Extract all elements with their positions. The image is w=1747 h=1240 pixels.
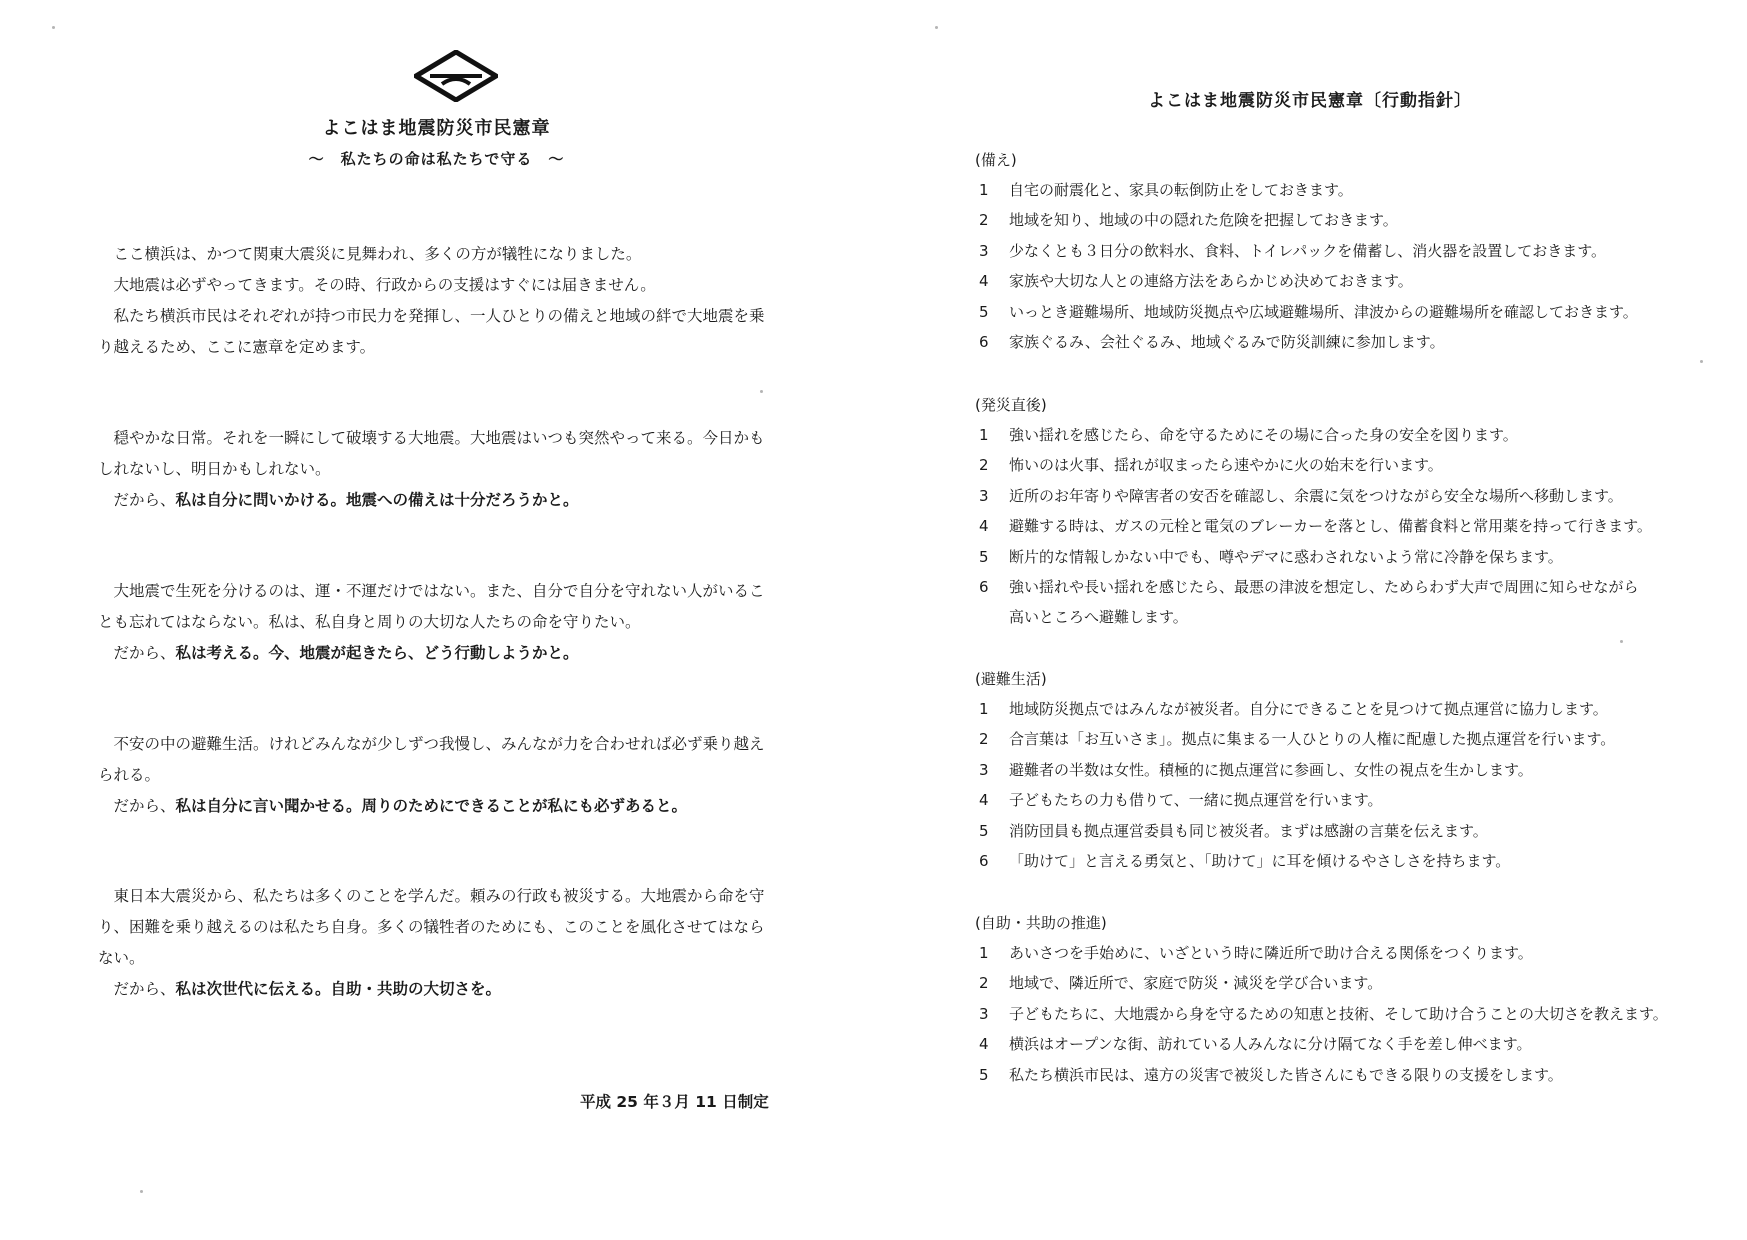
intro-line: ここ横浜は、かつて関東大震災に見舞われ、多くの方が犠牲になりました。 (113, 245, 642, 263)
item-text: 子どもたちに、大地震から身を守るための知恵と技術、そして助け合うことの大切さを教えます。 (1009, 1004, 1668, 1023)
list-item (975, 785, 1695, 815)
list-item-continuation (975, 602, 1695, 632)
item-number: 1 (979, 700, 989, 718)
stanza-bold: 私は自分に言い聞かせる。周りのためにできることが私にも必ずあると。 (175, 797, 688, 815)
section-self-and-mutual-help (975, 908, 1695, 1090)
item-number: 2 (979, 211, 989, 230)
item-text: いっとき避難場所、地域防災拠点や広域避難場所、津波からの避難場所を確認しておきます。 (1009, 302, 1638, 321)
section-heading: (自助・共助の推進) (975, 914, 1107, 932)
item-number: 1 (979, 426, 989, 444)
stanza-2 (98, 576, 768, 669)
item-text: 家族ぐるみ、会社ぐるみ、地域ぐるみで防災訓練に参加します。 (1009, 333, 1445, 352)
stanza-4 (98, 881, 768, 1005)
guideline-list (975, 694, 1695, 876)
item-number: 2 (979, 456, 989, 475)
item-text: 地域を知り、地域の中の隠れた危険を把握しておきます。 (1009, 211, 1398, 230)
item-number: 3 (979, 1004, 989, 1023)
list-item (975, 266, 1695, 296)
charter-subtitle: ～ 私たちの命は私たちで守る ～ (308, 150, 565, 168)
stanza-3 (98, 729, 768, 822)
scan-speck (1620, 640, 1623, 643)
stanza-lead: だから、 (113, 980, 176, 998)
scan-speck (760, 390, 763, 393)
item-number: 5 (979, 302, 989, 321)
stanza-text: 不安の中の避難生活。けれどみんなが少しずつ我慢し、みんなが力を合わせれば必ず乗り越えられる。 (98, 735, 765, 784)
stanza-lead: だから、 (113, 797, 176, 815)
section-preparation (975, 145, 1695, 357)
stanza-conclusion (98, 791, 768, 822)
list-item (975, 511, 1695, 541)
item-text: あいさつを手始めに、いざという時に隣近所で助け合える関係をつくります。 (1009, 944, 1533, 962)
item-text: 子どもたちの力も借りて、一緒に拠点運営を行います。 (1009, 791, 1383, 810)
stanza-text: 穏やかな日常。それを一瞬にして破壊する大地震。大地震はいつも突然やって来る。今日かもしれないし、明日かもしれない。 (98, 429, 765, 478)
list-item (975, 205, 1695, 235)
item-text: 家族や大切な人との連絡方法をあらかじめ決めておきます。 (1009, 272, 1413, 291)
enactment-date: 平成 25 年３月 11 日制定 (580, 1093, 769, 1111)
item-text: 断片的な情報しかない中でも、噂やデマに惑わされないよう常に冷静を保ちます。 (1009, 547, 1563, 566)
list-item (975, 236, 1695, 266)
item-text: 近所のお年寄りや障害者の安否を確認し、余震に気をつけながら安全な場所へ移動します。 (1009, 486, 1623, 505)
item-number: 5 (979, 547, 989, 566)
list-item (975, 724, 1695, 754)
list-item (975, 450, 1695, 480)
list-item (975, 999, 1695, 1029)
item-text: 地域で、隣近所で、家庭で防災・減災を学び合います。 (1009, 974, 1383, 993)
stanza-text: 東日本大震災から、私たちは多くのことを学んだ。頼みの行政も被災する。大地震から命を守り、困難を乗り越えるのは私たち自身。多くの犠牲者のためにも、このことを風化させてはならない。 (98, 887, 765, 967)
item-number: 3 (979, 241, 989, 260)
list-item (975, 420, 1695, 450)
list-item (975, 481, 1695, 511)
left-page (0, 0, 873, 1240)
stanza-conclusion (98, 638, 768, 669)
item-text: 避難者の半数は女性。積極的に拠点運営に参画し、女性の視点を生かします。 (1009, 760, 1533, 779)
list-item (975, 1060, 1695, 1090)
item-text: 怖いのは火事、揺れが収まったら速やかに火の始末を行います。 (1009, 456, 1443, 475)
item-number: 6 (979, 333, 989, 352)
list-item (975, 572, 1695, 602)
item-text: 合言葉は「お互いさま」。拠点に集まる一人ひとりの人権に配慮した拠点運営を行います。 (1009, 730, 1616, 749)
intro-line: 私たち横浜市民はそれぞれが持つ市民力を発揮し、一人ひとりの備えと地域の絆で大地震を乗り越えるため、ここに憲章を定めます。 (98, 307, 765, 356)
item-number: 2 (979, 730, 989, 749)
list-item (975, 542, 1695, 572)
intro-paragraph (98, 239, 768, 363)
item-text: 自宅の耐震化と、家具の転倒防止をしておきます。 (1009, 181, 1353, 199)
item-number: 6 (979, 578, 989, 597)
scan-speck (140, 1190, 143, 1193)
stanza-bold: 私は次世代に伝える。自助・共助の大切さを。 (175, 980, 502, 998)
yokohama-city-emblem-icon (414, 50, 498, 102)
list-item (975, 1029, 1695, 1059)
list-item (975, 327, 1695, 357)
scan-speck (935, 26, 938, 29)
item-number: 4 (979, 272, 989, 291)
guideline-list (975, 175, 1695, 357)
stanza-conclusion (98, 485, 768, 516)
item-text: 強い揺れや長い揺れを感じたら、最悪の津波を想定し、ためらわず大声で周囲に知らせながら (1009, 578, 1639, 597)
section-evacuation-life (975, 664, 1695, 876)
stanza-text: 大地震で生死を分けるのは、運・不運だけではない。また、自分で自分を守れない人がいることも忘れてはならない。私は、私自身と周りの大切な人たちの命を守りたい。 (98, 582, 765, 631)
list-item (975, 694, 1695, 724)
item-number: 3 (979, 486, 989, 505)
list-item (975, 846, 1695, 876)
scan-speck (1700, 360, 1703, 363)
section-heading: (発災直後) (975, 396, 1047, 414)
stanza-bold: 私は自分に問いかける。地震への備えは十分だろうかと。 (175, 491, 579, 509)
item-number: 1 (979, 944, 989, 962)
guideline-list (975, 420, 1695, 633)
item-text: 強い揺れを感じたら、命を守るためにその場に合った身の安全を図ります。 (1009, 426, 1518, 444)
section-heading: (備え) (975, 151, 1017, 169)
section-immediately-after (975, 390, 1695, 633)
list-item (975, 297, 1695, 327)
item-text: 消防団員も拠点運営委員も同じ被災者。まずは感謝の言葉を伝えます。 (1009, 821, 1488, 840)
item-number: 5 (979, 1065, 989, 1084)
item-number: 6 (979, 852, 989, 871)
item-text: 避難する時は、ガスの元栓と電気のブレーカーを落とし、備蓄食料と常用薬を持って行きます。 (1009, 517, 1652, 536)
item-number: 5 (979, 821, 989, 840)
guidelines-title: よこはま地震防災市民憲章〔行動指針〕 (1148, 91, 1472, 111)
item-text: 「助けて」と言える勇気と、「助けて」に耳を傾けるやさしさを持ちます。 (1009, 852, 1511, 871)
list-item (975, 175, 1695, 205)
stanza-1 (98, 423, 768, 516)
intro-line: 大地震は必ずやってきます。その時、行政からの支援はすぐには届きません。 (113, 276, 656, 294)
item-number: 2 (979, 974, 989, 993)
section-heading: (避難生活) (975, 670, 1047, 688)
item-number: 4 (979, 517, 989, 536)
item-text: 横浜はオープンな街、訪れている人みんなに分け隔てなく手を差し伸べます。 (1009, 1035, 1532, 1054)
item-text: 少なくとも３日分の飲料水、食料、トイレパックを備蓄し、消火器を設置しておきます。 (1009, 241, 1607, 260)
item-text: 地域防災拠点ではみんなが被災者。自分にできることを見つけて拠点運営に協力します。 (1009, 700, 1608, 718)
stanza-lead: だから、 (113, 644, 176, 662)
list-item (975, 816, 1695, 846)
guideline-list (975, 938, 1695, 1090)
item-number: 1 (979, 181, 989, 199)
scan-speck (52, 26, 55, 29)
charter-title: よこはま地震防災市民憲章 (322, 118, 551, 139)
right-page (873, 0, 1747, 1240)
item-number: 3 (979, 760, 989, 779)
stanza-bold: 私は考える。今、地震が起きたら、どう行動しようかと。 (175, 644, 579, 662)
stanza-lead: だから、 (113, 491, 176, 509)
list-item (975, 938, 1695, 968)
list-item (975, 968, 1695, 998)
list-item (975, 755, 1695, 785)
item-text: 私たち横浜市民は、遠方の災害で被災した皆さんにもできる限りの支援をします。 (1009, 1065, 1563, 1084)
stanza-conclusion (98, 974, 768, 1005)
item-number: 4 (979, 1035, 989, 1054)
item-text: 高いところへ避難します。 (1009, 608, 1188, 627)
item-number: 4 (979, 791, 989, 810)
